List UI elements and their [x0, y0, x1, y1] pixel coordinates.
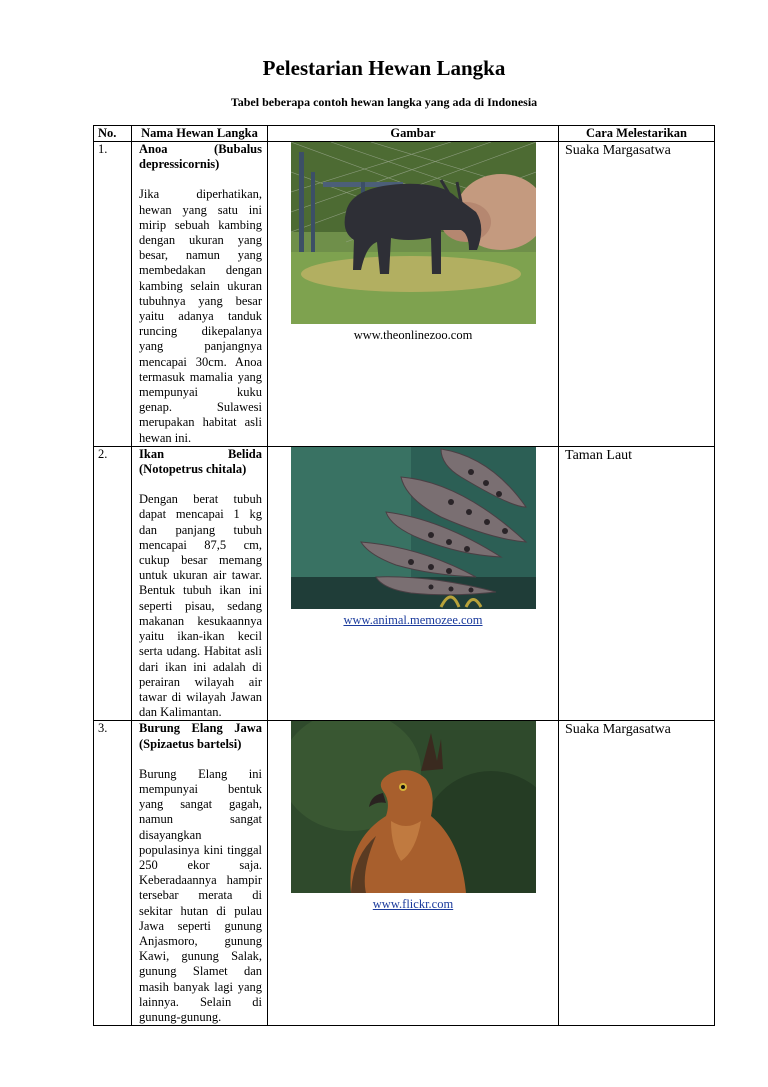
header-name: Nama Hewan Langka — [132, 126, 268, 142]
header-image: Gambar — [268, 126, 559, 142]
table-caption: Tabel beberapa contoh hewan langka yang ada di Indonesia — [230, 95, 538, 109]
anoa-photo — [291, 142, 536, 324]
row-number: 3. — [94, 721, 132, 1026]
animal-image-cell — [268, 446, 559, 720]
conservation-method: Suaka Margasatwa — [559, 142, 715, 447]
table-header-row — [94, 126, 715, 142]
animals-table — [93, 125, 715, 1026]
animal-name: Ikan Belida — [139, 446, 262, 461]
table-row — [94, 446, 715, 720]
conservation-method: Taman Laut — [559, 446, 715, 720]
javan-hawk-eagle-photo — [291, 721, 536, 893]
page-title: Pelestarian Hewan Langka — [262, 56, 506, 80]
table-row — [94, 721, 715, 1026]
animal-image-cell — [268, 142, 559, 447]
row-number: 1. — [94, 142, 132, 447]
image-source-link[interactable]: www.flickr.com — [372, 897, 454, 912]
animal-description: Dengan berat tubuh dapat mencapai 1 kg dan panjang tubuh mencapai 87,5 cm, cukup besar memang untuk ukuran air tawar. Bentuk tubuh ikan ini seperti pisau, sedang makanan kesukaannya yaitu ikan-ikan kecil serta udang. Habitat asli dari ikan ini adalah di perairan wilayah air tawar di wilayah Jawan dan Kalimantan. — [139, 492, 262, 720]
animal-name-cell — [132, 721, 268, 1026]
animal-name-cell — [132, 142, 268, 447]
animal-scientific-name: (Notopetrus chitala) — [139, 462, 247, 477]
animal-name: Anoa (Bubalus — [139, 142, 262, 156]
animal-image-cell — [268, 721, 559, 1026]
animal-scientific-name: (Spizaetus bartelsi) — [139, 736, 242, 751]
belida-fish-photo — [291, 447, 536, 609]
header-care: Cara Melestarikan — [559, 126, 715, 142]
animal-description: Burung Elang ini mempunyai bentuk yang sangat gagah, namun sangat disayangkan populasinya kini tinggal 250 ekor saja. Keberadaannya hampir tersebar merata di sekitar hutan di pulau Jawa seperti gunung Anjasmoro, gunung Kawi, gunung Salak, gunung Slamet dan masih banyak lagi yang lainnya. Selain di gunung-gunung. — [139, 766, 262, 1024]
animal-name: Burung Elang Jawa — [139, 721, 262, 736]
row-number: 2. — [94, 446, 132, 720]
image-source-caption: www.theonlinezoo.com — [353, 328, 473, 342]
image-source-link[interactable]: www.animal.memozee.com — [343, 612, 483, 627]
table-row — [94, 142, 715, 447]
animal-name-cell — [132, 446, 268, 720]
header-no: No. — [94, 126, 132, 142]
animal-scientific-name: depressicornis) — [139, 157, 220, 172]
animal-description: Jika diperhatikan, hewan yang satu ini mirip sebuah kambing dengan ukuran yang besar, namun yang membedakan dengan kambing selain ukuran tubuhnya yang besar yaitu adanya tanduk runcing dikepalanya yang panjangnya mencapai 30cm. Anoa termasuk mamalia yang mempunyai kuku genap. Sulawesi merupakan habitat asli hewan ini. — [139, 187, 262, 445]
conservation-method: Suaka Margasatwa — [559, 721, 715, 1026]
